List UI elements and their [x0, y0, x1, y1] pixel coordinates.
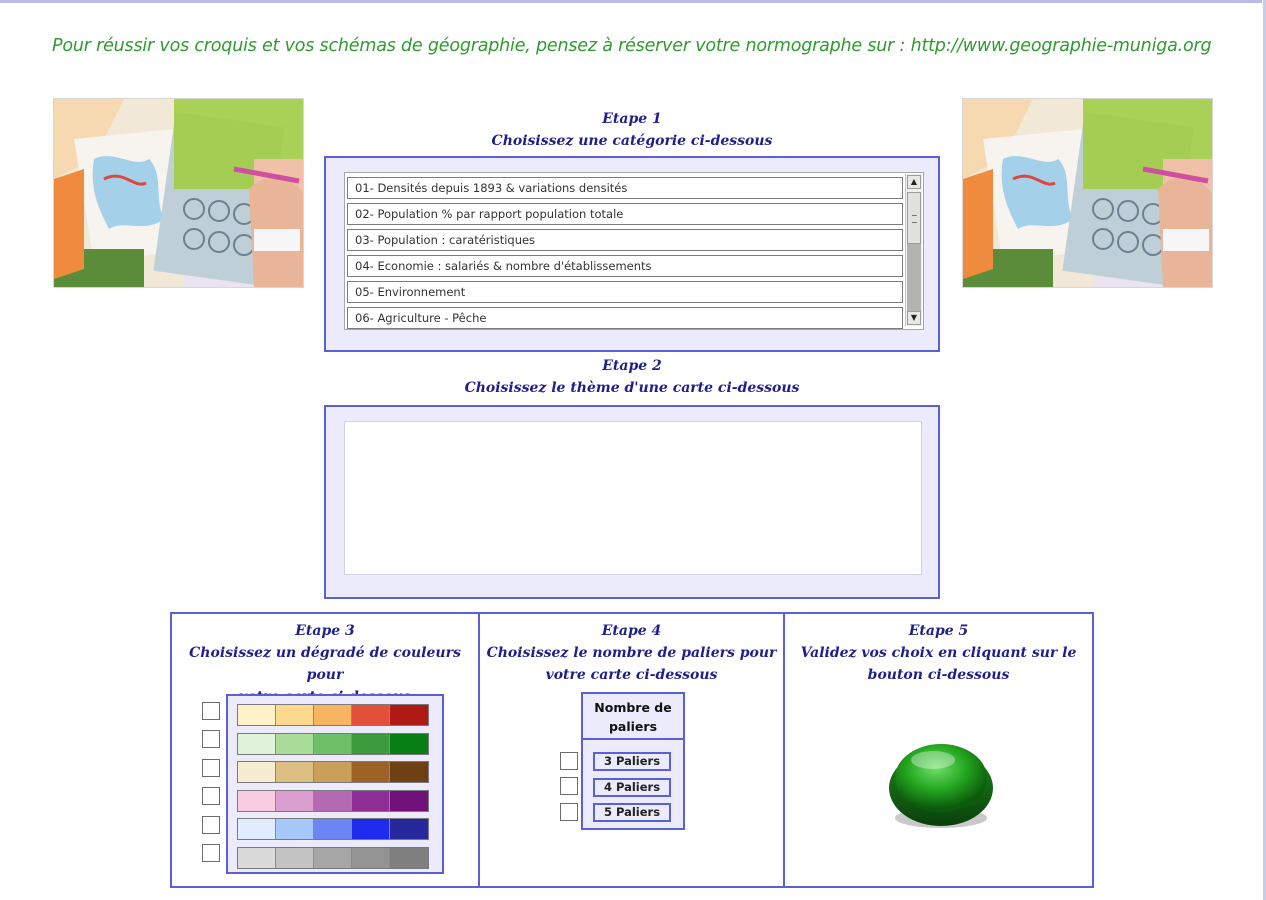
gradient-checkbox[interactable]	[202, 730, 220, 748]
color-swatch	[390, 819, 428, 839]
theme-listbox[interactable]	[344, 421, 922, 575]
step1-heading	[325, 108, 939, 152]
step2-heading	[325, 355, 939, 399]
category-listbox[interactable]	[344, 172, 924, 330]
color-swatch	[390, 734, 428, 754]
gradient-row[interactable]	[237, 733, 429, 755]
scroll-down-icon[interactable]: ▼	[907, 311, 921, 325]
category-scrollbar[interactable]	[905, 174, 922, 326]
color-swatch	[352, 705, 390, 725]
photo-croquis-left	[53, 98, 304, 288]
step4-instruction-2: votre carte ci-dessous	[545, 667, 718, 683]
color-swatch	[238, 734, 276, 754]
gradient-row[interactable]	[237, 818, 429, 840]
palier-checkbox[interactable]	[560, 803, 578, 821]
step4-cell	[478, 612, 785, 888]
color-swatch	[276, 848, 314, 868]
banner-text: Pour réussir vos croquis et vos schémas de géographie, pensez à réserver votre normographe sur : http://www.geographie-muniga.org	[52, 36, 1212, 56]
color-swatch	[352, 734, 390, 754]
green-button-icon	[885, 726, 997, 832]
color-swatch	[314, 791, 352, 811]
step1-panel	[324, 156, 940, 352]
gradient-checkbox[interactable]	[202, 759, 220, 777]
step2-title: Etape 2	[602, 358, 662, 374]
color-swatch	[390, 848, 428, 868]
palier-checkbox[interactable]	[560, 752, 578, 770]
palier-option-5[interactable]: 5 Paliers	[593, 803, 671, 822]
color-swatch	[238, 791, 276, 811]
step4-heading	[480, 620, 783, 686]
step5-heading	[785, 620, 1092, 686]
top-border	[0, 0, 1262, 3]
color-swatch	[352, 819, 390, 839]
color-swatch	[390, 705, 428, 725]
color-swatch	[314, 762, 352, 782]
color-swatch	[238, 705, 276, 725]
step3-instruction-1: Choisissez un dégradé de couleurs pour	[189, 645, 461, 683]
gradient-checkbox[interactable]	[202, 844, 220, 862]
gradient-row[interactable]	[237, 790, 429, 812]
color-swatch	[238, 848, 276, 868]
step1-instruction: Choisissez une catégorie ci-dessous	[491, 133, 773, 149]
palier-option-3[interactable]: 3 Paliers	[593, 752, 671, 771]
palier-option-4[interactable]: 4 Paliers	[593, 778, 671, 797]
category-item[interactable]: 03- Population : caratéristiques	[347, 229, 903, 251]
gradient-row[interactable]	[237, 847, 429, 869]
category-item[interactable]: 06- Agriculture - Pêche	[347, 307, 903, 329]
step5-instruction-2: bouton ci-dessous	[867, 667, 1010, 683]
color-swatch	[314, 734, 352, 754]
color-swatch	[276, 819, 314, 839]
color-swatch	[352, 791, 390, 811]
category-item[interactable]: 04- Economie : salariés & nombre d'établissements	[347, 255, 903, 277]
color-swatch	[276, 791, 314, 811]
step5-cell	[783, 612, 1094, 888]
scroll-track[interactable]	[907, 244, 921, 312]
category-item[interactable]: 01- Densités depuis 1893 & variations densités	[347, 177, 903, 199]
paliers-header-line1: Nombre de	[594, 700, 672, 715]
scroll-thumb[interactable]	[907, 192, 921, 244]
paliers-box	[581, 692, 685, 830]
gradient-row[interactable]	[237, 704, 429, 726]
color-swatch	[238, 819, 276, 839]
gradient-checkbox[interactable]	[202, 702, 220, 720]
step3-cell	[170, 612, 480, 888]
color-swatch	[314, 705, 352, 725]
photo-croquis-right	[962, 98, 1213, 288]
step5-instruction-1: Validez vos choix en cliquant sur le	[800, 645, 1077, 661]
paliers-header-line2: paliers	[608, 719, 658, 734]
color-swatch	[390, 791, 428, 811]
paliers-header	[583, 694, 683, 740]
color-swatch	[238, 762, 276, 782]
color-swatch	[352, 848, 390, 868]
step4-instruction-1: Choisissez le nombre de paliers pour	[486, 645, 777, 661]
gradient-checkbox[interactable]	[202, 787, 220, 805]
color-swatch	[352, 762, 390, 782]
palier-checkbox[interactable]	[560, 777, 578, 795]
gradient-palette-box	[226, 694, 444, 874]
step4-title: Etape 4	[601, 623, 662, 639]
color-swatch	[390, 762, 428, 782]
step1-title: Etape 1	[602, 111, 662, 127]
gradient-row[interactable]	[237, 761, 429, 783]
color-swatch	[314, 848, 352, 868]
step2-instruction: Choisissez le thème d'une carte ci-dessous	[464, 380, 800, 396]
step3-title: Etape 3	[295, 623, 355, 639]
gradient-checkbox[interactable]	[202, 816, 220, 834]
category-item[interactable]: 02- Population % par rapport population totale	[347, 203, 903, 225]
color-swatch	[276, 762, 314, 782]
scroll-up-icon[interactable]: ▲	[907, 175, 921, 189]
step5-title: Etape 5	[908, 623, 969, 639]
color-swatch	[314, 819, 352, 839]
step2-panel	[324, 405, 940, 599]
color-swatch	[276, 705, 314, 725]
category-item[interactable]: 05- Environnement	[347, 281, 903, 303]
validate-button[interactable]	[885, 726, 997, 832]
color-swatch	[276, 734, 314, 754]
